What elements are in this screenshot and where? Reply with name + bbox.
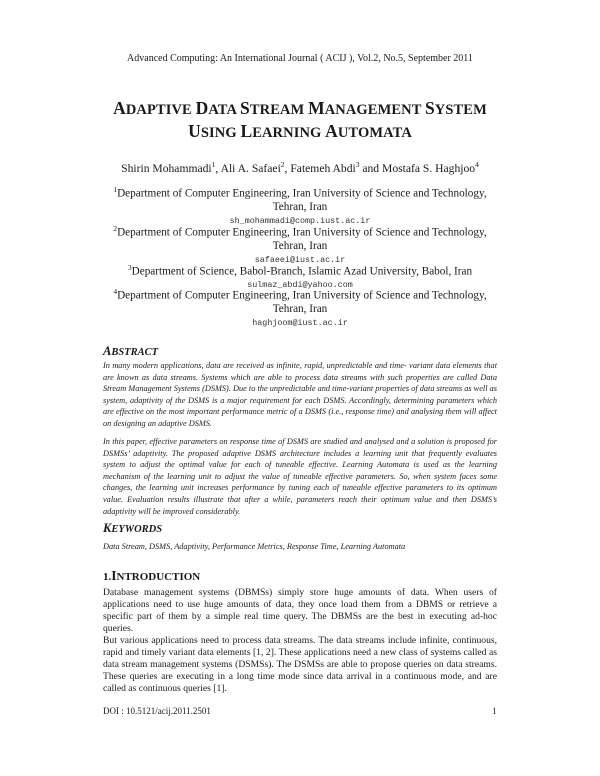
keywords-heading: KEYWORDS — [103, 521, 163, 535]
doi-footer: DOI : 10.5121/acij.2011.2501 — [103, 706, 211, 716]
author-list: Shirin Mohammadi$^1$, Ali A. Safaei$^2$, Fatemeh Abdi$^3$ and Mostafa S. Haghjoo$^4$ — [121, 160, 479, 175]
title-line-2: USING LEARNING AUTOMATA — [188, 121, 412, 141]
author-name: Ali A. Safaei — [220, 161, 281, 175]
email-link[interactable]: haghjoom@iust.ac.ir — [252, 317, 348, 328]
author-name: Mostafa S. Haghjoo — [382, 161, 476, 175]
page-number: 1 — [492, 706, 497, 716]
author-name: Fatemeh Abdi — [290, 161, 356, 175]
title-line-1: ADAPTIVE DATA STREAM MANAGEMENT SYSTEM — [113, 98, 487, 118]
paper-title — [60, 98, 540, 144]
affiliation-3: $^3$Department of Science, Babol-Branch, Islamic Azad University, Babol, Iran sulmaz_abdi@yahoo.com — [80, 261, 520, 291]
email-link[interactable]: sulmaz_abdi@yahoo.com — [247, 280, 353, 291]
affiliation-1: $^1$Department of Computer Engineering, Iran University of Science and Technology, Tehran, Iran sh_mohammadi@comp.iust.ac.ir — [80, 183, 520, 227]
affiliation-4: $^4$Department of Computer Engineering, Iran University of Science and Technology, Tehran, Iran haghjoom@iust.ac.ir — [80, 285, 520, 329]
introduction-paragraph-1: Database management systems (DBMSs) simply store huge amounts of data. When users of applications need to use huge amounts of data, they once load them from a DBMS or retrieve a specific part of them by a simple real time query. The DBMSs are the best in executing ad-hoc queries. — [103, 587, 497, 635]
author-name: Shirin Mohammadi — [121, 161, 212, 175]
introduction-heading: 1.INTRODUCTION — [103, 568, 201, 583]
keywords-text: Data Stream, DSMS, Adaptivity, Performance Metrics, Response Time, Learning Automata — [103, 542, 406, 551]
email-link[interactable]: safaeei@iust.ac.ir — [254, 254, 346, 265]
abstract-paragraph-2: In this paper, effective parameters on response time of DSMS are studied and analysed and a solution is proposed for DSMSs’ adaptivity. The proposed adaptive DSMS architecture includes a learning unit that frequently evaluates system to adjust the optimal value for each of tuneable effective. Learning Automata is used as the learning mechanism of the learning unit to adjust the value of tuneable effective parameters. So, when system faces some changes, the learning unit increases performance by tuning each of tuneable effective parameters to its optimum value. Evaluation results illustrate that after a while, parameters reach their optimum value and then DSMS’s adaptivity will be improved considerably. — [103, 437, 497, 516]
abstract-heading: ABSTRACT — [103, 344, 159, 358]
abstract-paragraph-1: In many modern applications, data are received as infinite, rapid, unpredictable and time- variant data elements that are known as data streams. Systems which are able to process data streams with such properties are called Data Stream Management Systems (DSMS). Due to the unpredictable and time-variant properties of data streams as well as system, adaptivity of the DSMS is a major requirement for each DSMS. Accordingly, determining parameters which are effective on the most important performance metric of a DSMS (i.e., response time) and analysing them will affect on designing an adaptive DSMS. — [103, 361, 497, 428]
affiliation-2: $^2$Department of Computer Engineering, Iran University of Science and Technology, Tehran, Iran safaeei@iust.ac.ir — [80, 222, 520, 266]
introduction-paragraph-2: But various applications need to process data streams. The data streams include infinite, continuous, rapid and timely variant data elements [1, 2]. These applications need a new class of systems called as data stream management systems (DSMSs). The DSMSs are able to propose queries on data streams. These queries are executing in a long time mode since data arrival in a continuous mode, and are called as continuous queries [1]. — [103, 635, 497, 695]
email-link[interactable]: sh_mohammadi@comp.iust.ac.ir — [229, 215, 371, 226]
running-head: Advanced Computing: An International Journal ( ACIJ ), Vol.2, No.5, September 2011 — [127, 53, 473, 64]
